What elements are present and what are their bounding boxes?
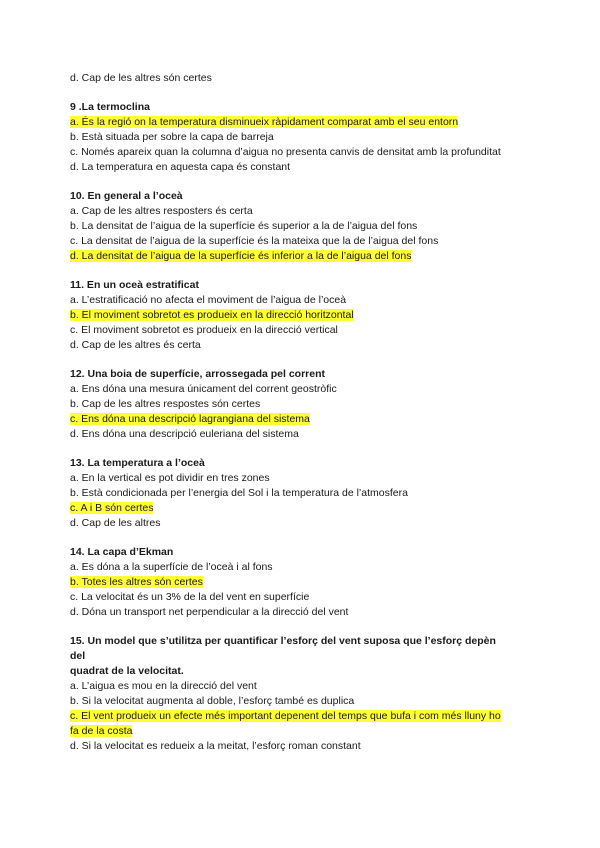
question-title: 12. Una boia de superfície, arrossegada pel corrent xyxy=(70,368,326,380)
answer-option: c. El moviment sobretot es produeix en la direcció vertical xyxy=(70,324,338,336)
top-line: d. Cap de les altres són certes xyxy=(70,72,212,84)
question-title: 10. En general a l’oceà xyxy=(70,190,183,202)
question-15-option-b: b. Si la velocitat augmenta al doble, l’esforç també es duplica xyxy=(70,695,355,707)
question-15-title-line2: del xyxy=(70,650,86,662)
answer-option-highlighted: b. Totes les altres són certes xyxy=(70,576,203,588)
answer-option-highlighted: d. La densitat de l’aigua de la superfície és inferior a la de l’aigua del fons xyxy=(70,250,412,262)
question-15-title-line3: quadrat de la velocitat. xyxy=(70,665,184,677)
answer-option-highlighted: c. A i B són certes xyxy=(70,502,154,514)
answer-option-highlighted: a. És la regió on la temperatura disminueix ràpidament comparat amb el seu entorn xyxy=(70,116,459,128)
question-title: 13. La temperatura a l’oceà xyxy=(70,457,205,469)
question-15-title-line1: 15. Un model que s’utilitza per quantificar l’esforç del vent suposa que l’esforç depèn xyxy=(70,635,496,647)
answer-option: c. Només apareix quan la columna d’aigua no presenta canvis de densitat amb la profunditat xyxy=(70,146,501,158)
question-block xyxy=(70,189,540,278)
question-15-option-d: d. Si la velocitat es redueix a la meitat, l’esforç roman constant xyxy=(70,740,361,752)
answer-option: d. Cap de les altres xyxy=(70,517,161,529)
answer-option: d. La temperatura en aquesta capa és constant xyxy=(70,161,291,173)
answer-option: b. Està condicionada per l’energia del Sol i la temperatura de l’atmosfera xyxy=(70,487,408,499)
question-block xyxy=(70,367,540,456)
answer-option: d. Ens dóna una descripció euleriana del sistema xyxy=(70,428,299,440)
answer-option: a. Es dóna a la superfície de l’oceà i al fons xyxy=(70,561,273,573)
answer-option: b. Està situada per sobre la capa de barreja xyxy=(70,131,274,143)
question-15-option-c-line1: c. El vent produeix un efecte més important depenent del temps que bufa i com més lluny ho xyxy=(70,710,501,722)
question-block xyxy=(70,456,540,545)
answer-option-highlighted: c. Ens dóna una descripció lagrangiana del sistema xyxy=(70,413,310,425)
question-block xyxy=(70,545,540,634)
answer-option: b. Cap de les altres respostes són certes xyxy=(70,398,261,410)
question-15-option-c-line2: fa de la costa xyxy=(70,725,133,737)
question-15-option-a: a. L’aigua es mou en la direcció del vent xyxy=(70,680,257,692)
question-block xyxy=(70,278,540,367)
answer-option: a. L’estratificació no afecta el moviment de l’aigua de l’oceà xyxy=(70,294,347,306)
question-title: 11. En un oceà estratificat xyxy=(70,279,199,291)
question-title: 14. La capa d’Ekman xyxy=(70,546,174,558)
question-15 xyxy=(70,634,540,754)
answer-option: b. La densitat de l’aigua de la superfície és superior a la de l’aigua del fons xyxy=(70,220,418,232)
answer-option: a. Cap de les altres resposters és certa xyxy=(70,205,253,217)
question-title: 9 .La termoclina xyxy=(70,101,150,113)
answer-option: c. La densitat de l’aigua de la superfície és la mateixa que la de l’aigua del fons xyxy=(70,235,439,247)
answer-option: a. Ens dóna una mesura únicament del corrent geostròfic xyxy=(70,383,337,395)
answer-option: d. Dóna un transport net perpendicular a la direcció del vent xyxy=(70,606,349,618)
answer-option: c. La velocitat és un 3% de la del vent en superfície xyxy=(70,591,310,603)
answer-option: d. Cap de les altres és certa xyxy=(70,339,201,351)
question-block xyxy=(70,100,540,189)
questions-list xyxy=(70,100,540,634)
answer-option-highlighted: b. El moviment sobretot es produeix en la direcció horitzontal xyxy=(70,309,354,321)
document-page xyxy=(70,71,540,754)
answer-option: a. En la vertical es pot dividir en tres zones xyxy=(70,472,270,484)
